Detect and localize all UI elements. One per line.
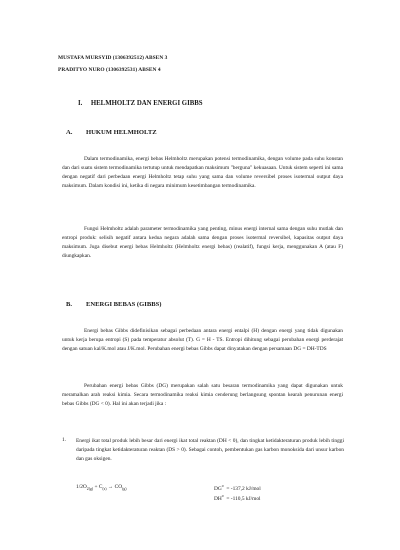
section-b-title: ENERGI BEBAS (GIBBS) xyxy=(86,301,162,308)
section-a-letter: A. xyxy=(66,129,73,136)
delta-h-value: $DH^o = -110,5$ kJ/mol xyxy=(214,494,261,502)
section-b-paragraph-1: Energi bebas Gibbs didefinisikan sebagai perbedaan antara energi entalpi (H) dengan energi yang tidak digunakan untuk kerja berupa entropi (S) pada temperatur absolut (T). G = H - TS. Entropi dihitung sebagai perubahan energi perderajat dengan satuan kal/K.mol atau J/K.mol. Perubahan energi bebas Gibbs dapat dinyatakan dengan persamaan DG = DH-TDS xyxy=(62,328,343,352)
section-b-paragraph-2: Perubahan energi bebas Gibbs (DG) merupakan salah satu besaran termodinamika yang dapat digunakan untuk meramalkan arah reaksi kimia. Secara termodinamika reaksi kimia cenderung berlangsung spontan kearah penurunan energi bebas Gibbs (DG < 0). Hal ini akan terjadi jika : xyxy=(62,383,343,407)
arrow-icon: → xyxy=(107,484,114,490)
author-block xyxy=(58,52,167,76)
section-a-paragraph-2: Fungsi Helmholtz adalah parameter termodinamika yang penting, minus energi internal sama dengan suhu mutlak dan entropi produk: selisih negatif antara kedua negara adalah sama dengan proses isotermal reversibel, kapasitas output daya maksimum. Juga disebut energi bebas Helmholtz (Helmholtz energi bebas) (realatif), fungsi kerja, menggunakan A (atau F) diungkapkan. xyxy=(62,226,343,259)
section-a-title: HUKUM HELMHOLTZ xyxy=(86,129,157,136)
list-item-text: Energi ikat total produk lebih besar dari energi ikat total reaktan (DH < 0), dan tingkat ketidakteraturan produk lebih tinggi daripada tingkat ketidakteraturan reaktan (DS > 0). Sebagai contoh, pembentukan gas karbon monoksida dari unsur karbon dan gas oksigen. xyxy=(76,438,344,462)
section-a-paragraph-1: Dalam termodinamika, energi bebas Helmholtz merupakan potensi termodinamika, dengan volume pada suhu konstan dan dari suatu sistem termodinamika tertutup untuk mendapatkan maksimum "berguna" kekuasaan. Untuk sistem seperti ini sama dengan negatif dari perbedaan energi Helmholtz tetap suhu yang sama dan volume reversibel proses isotermal output daya maksimum. Dalam kondisi ini, ketika di negara minimum kesetimbangan termodinamika. xyxy=(62,156,343,189)
author-line-2: PRADITYO NURO (1306392531) ABSEN 4 xyxy=(58,67,161,73)
author-line-1: MUSTAFA MURSYID (1306392512) ABSEN 3 xyxy=(58,55,168,61)
delta-g-value: $DG^o = -137,2$ kJ/mol xyxy=(214,484,261,492)
list-item-number: 1. xyxy=(62,437,67,443)
section-b-letter: B. xyxy=(66,301,73,308)
chapter-heading: I. HELMHOLTZ DAN ENERGI GIBBS xyxy=(78,100,203,107)
reaction-equation: $1/2O_{2(g)} + C_{(s)} \to CO_{(g)}$ xyxy=(76,484,127,492)
section-a-heading xyxy=(66,129,157,136)
section-b-heading xyxy=(66,301,161,308)
